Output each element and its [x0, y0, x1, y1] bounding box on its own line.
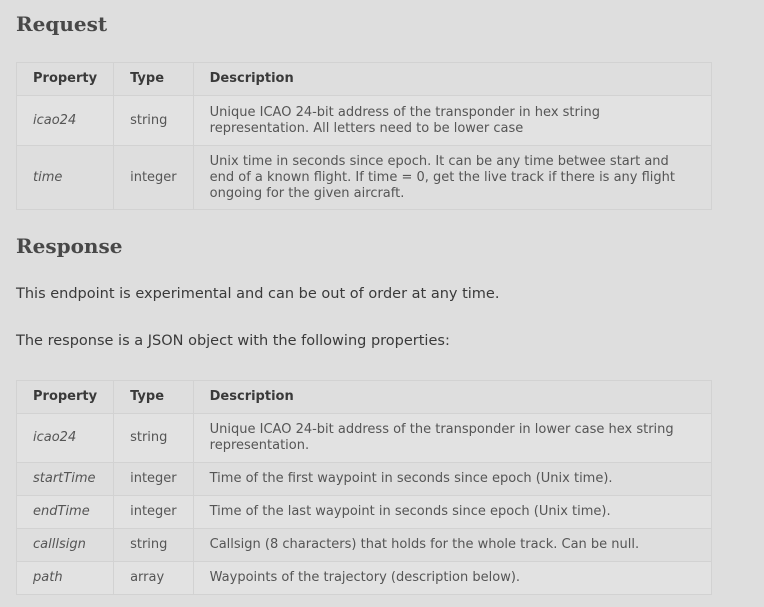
- response-heading: Response: [16, 234, 123, 258]
- type-cell: string: [114, 414, 194, 463]
- type-cell: string: [114, 96, 194, 146]
- request-table: [16, 62, 712, 210]
- description-cell: Callsign (8 characters) that holds for the whole track. Can be null.: [193, 529, 711, 562]
- column-header-property: Property: [17, 63, 114, 96]
- type-cell: string: [114, 529, 194, 562]
- property-cell: time: [17, 146, 114, 210]
- column-header-property: Property: [17, 381, 114, 414]
- table-row: [17, 562, 712, 595]
- experimental-note: This endpoint is experimental and can be out of order at any time.: [16, 286, 500, 302]
- description-cell: Time of the first waypoint in seconds since epoch (Unix time).: [193, 463, 711, 496]
- column-header-description: Description: [193, 63, 711, 96]
- description-cell: Unix time in seconds since epoch. It can be any time betwee start and end of a known flight. If time = 0, get the live track if there is any flight ongoing for the given aircraft.: [193, 146, 711, 210]
- property-cell: path: [17, 562, 114, 595]
- table-row: [17, 463, 712, 496]
- table-row: [17, 146, 712, 210]
- table-row: [17, 414, 712, 463]
- type-cell: integer: [114, 463, 194, 496]
- request-heading: Request: [16, 12, 108, 36]
- table-row: [17, 529, 712, 562]
- type-cell: array: [114, 562, 194, 595]
- property-cell: calllsign: [17, 529, 114, 562]
- type-cell: integer: [114, 496, 194, 529]
- column-header-type: Type: [114, 381, 194, 414]
- table-header-row: [17, 63, 712, 96]
- description-cell: Unique ICAO 24-bit address of the transponder in hex string representation. All letters need to be lower case: [193, 96, 711, 146]
- table-header-row: [17, 381, 712, 414]
- column-header-description: Description: [193, 381, 711, 414]
- response-table: [16, 380, 712, 595]
- property-cell: endTime: [17, 496, 114, 529]
- description-cell: Time of the last waypoint in seconds since epoch (Unix time).: [193, 496, 711, 529]
- description-cell: Unique ICAO 24-bit address of the transponder in lower case hex string representation.: [193, 414, 711, 463]
- column-header-type: Type: [114, 63, 194, 96]
- property-cell: icao24: [17, 96, 114, 146]
- type-cell: integer: [114, 146, 194, 210]
- table-row: [17, 96, 712, 146]
- response-intro: The response is a JSON object with the following properties:: [16, 333, 450, 349]
- property-cell: startTime: [17, 463, 114, 496]
- table-row: [17, 496, 712, 529]
- description-cell: Waypoints of the trajectory (description below).: [193, 562, 711, 595]
- property-cell: icao24: [17, 414, 114, 463]
